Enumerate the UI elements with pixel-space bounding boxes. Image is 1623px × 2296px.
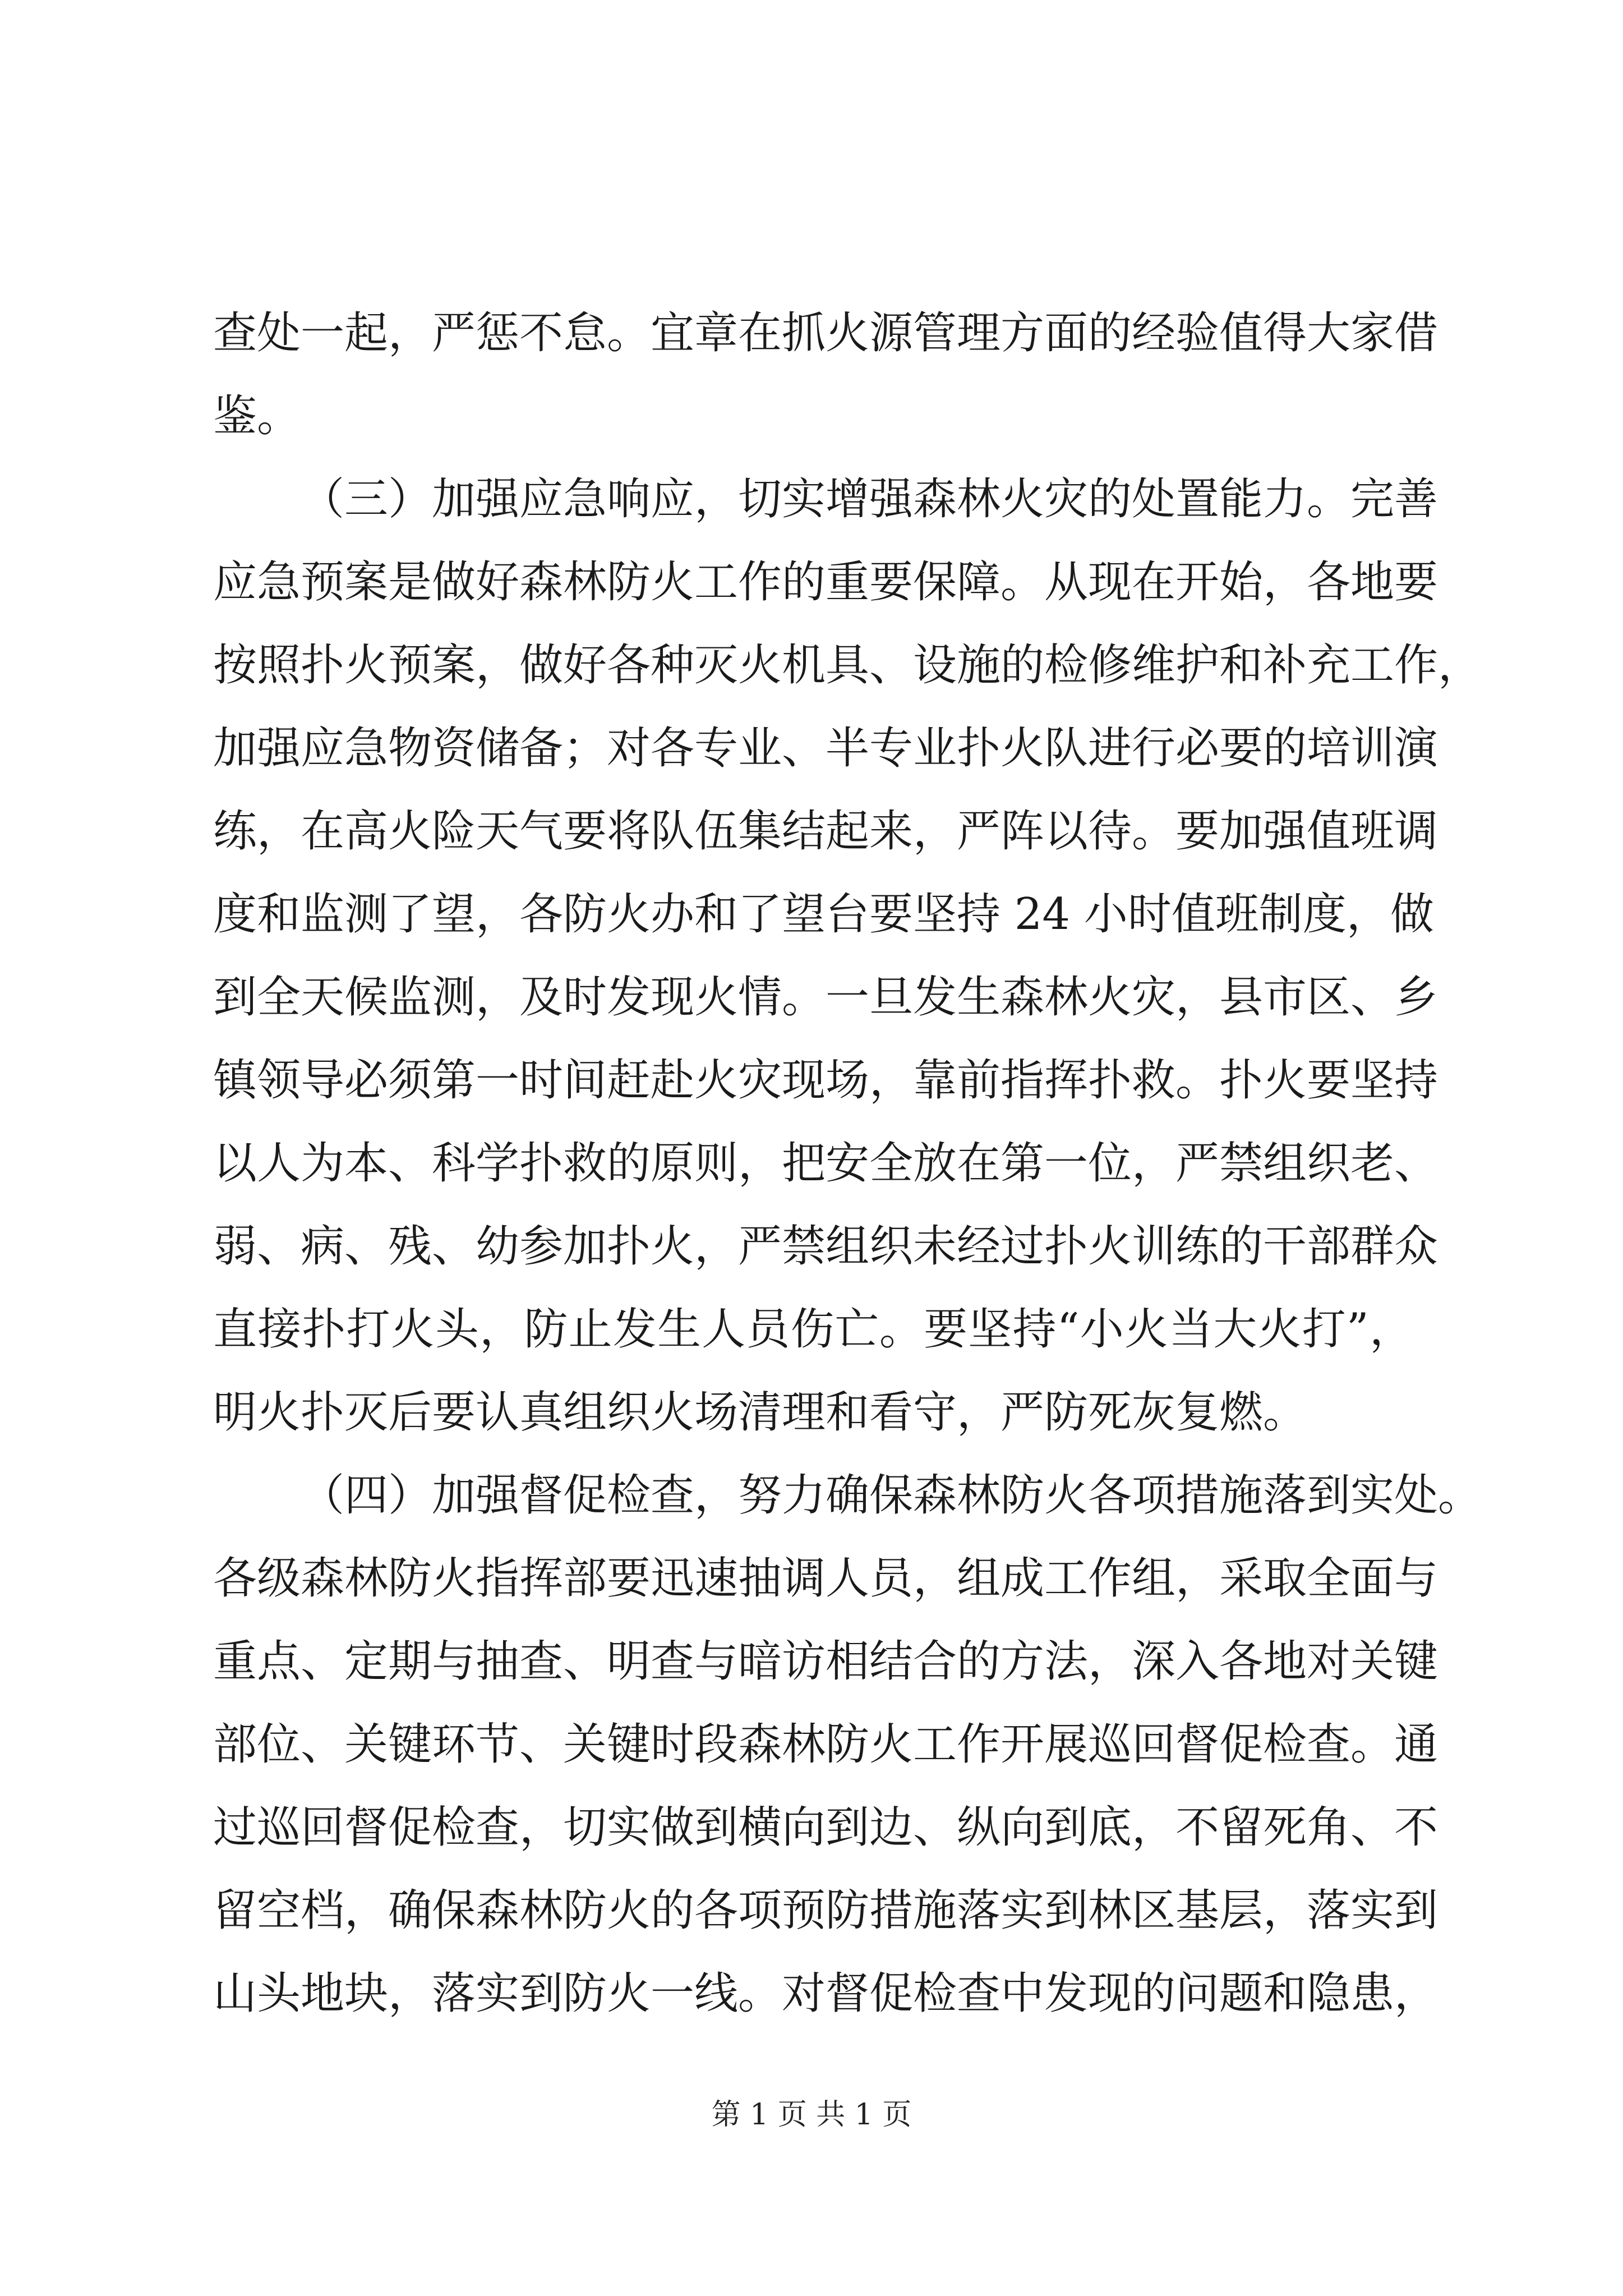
text-line-21: 山头地块，落实到防火一线。对督促检查中发现的问题和隐患， (213, 1968, 1438, 2019)
text-line-16: 各级森林防火指挥部要迅速抽调人员，组成工作组，采取全面与 (213, 1553, 1438, 1604)
text-line-8: 度和监测了望，各防火办和了望台要坚持 24 小时值班制度，做 (213, 889, 1434, 940)
text-line-14: 明火扑灭后要认真组织火场清理和看守，严防死灰复燃。 (213, 1387, 1307, 1438)
text-line-2: 鉴。 (213, 391, 301, 441)
text-line-4: 应急预案是做好森林防火工作的重要保障。从现在开始，各地要 (213, 557, 1438, 608)
text-line-3: （三）加强应急响应，切实增强森林火灾的处置能力。完善 (301, 474, 1438, 524)
text-line-20: 留空档，确保森林防火的各项预防措施落实到林区基层，落实到 (213, 1885, 1438, 1936)
text-line-12: 弱、病、残、幼参加扑火，严禁组织未经过扑火训练的干部群众 (213, 1221, 1438, 1272)
text-line-11: 以人为本、科学扑救的原则，把安全放在第一位，严禁组织老、 (213, 1138, 1438, 1189)
text-line-19: 过巡回督促检查，切实做到横向到边、纵向到底，不留死角、不 (213, 1802, 1438, 1853)
text-line-13: 直接扑打火头，防止发生人员伤亡。要坚持“小火当大火打”， (213, 1304, 1413, 1355)
text-line-9: 到全天候监测，及时发现火情。一旦发生森林火灾，县市区、乡 (213, 972, 1438, 1023)
text-line-7: 练，在高火险天气要将队伍集结起来，严阵以待。要加强值班调 (213, 806, 1438, 857)
text-line-15: （四）加强督促检查，努力确保森林防火各项措施落到实处。 (301, 1470, 1482, 1521)
text-line-6: 加强应急物资储备；对各专业、半专业扑火队进行必要的培训演 (213, 723, 1438, 774)
text-line-1: 查处一起，严惩不怠。宜章在抓火源管理方面的经验值得大家借 (213, 308, 1438, 358)
text-line-5: 按照扑火预案，做好各种灭火机具、设施的检修维护和补充工作， (213, 640, 1482, 691)
page-number-footer: 第 1 页 共 1 页 (711, 2098, 912, 2132)
document-body (213, 292, 1482, 2035)
text-line-17: 重点、定期与抽查、明查与暗访相结合的方法，深入各地对关键 (213, 1636, 1438, 1687)
text-line-10: 镇领导必须第一时间赶赴火灾现场，靠前指挥扑救。扑火要坚持 (213, 1055, 1438, 1106)
text-line-18: 部位、关键环节、关键时段森林防火工作开展巡回督促检查。通 (213, 1719, 1438, 1770)
